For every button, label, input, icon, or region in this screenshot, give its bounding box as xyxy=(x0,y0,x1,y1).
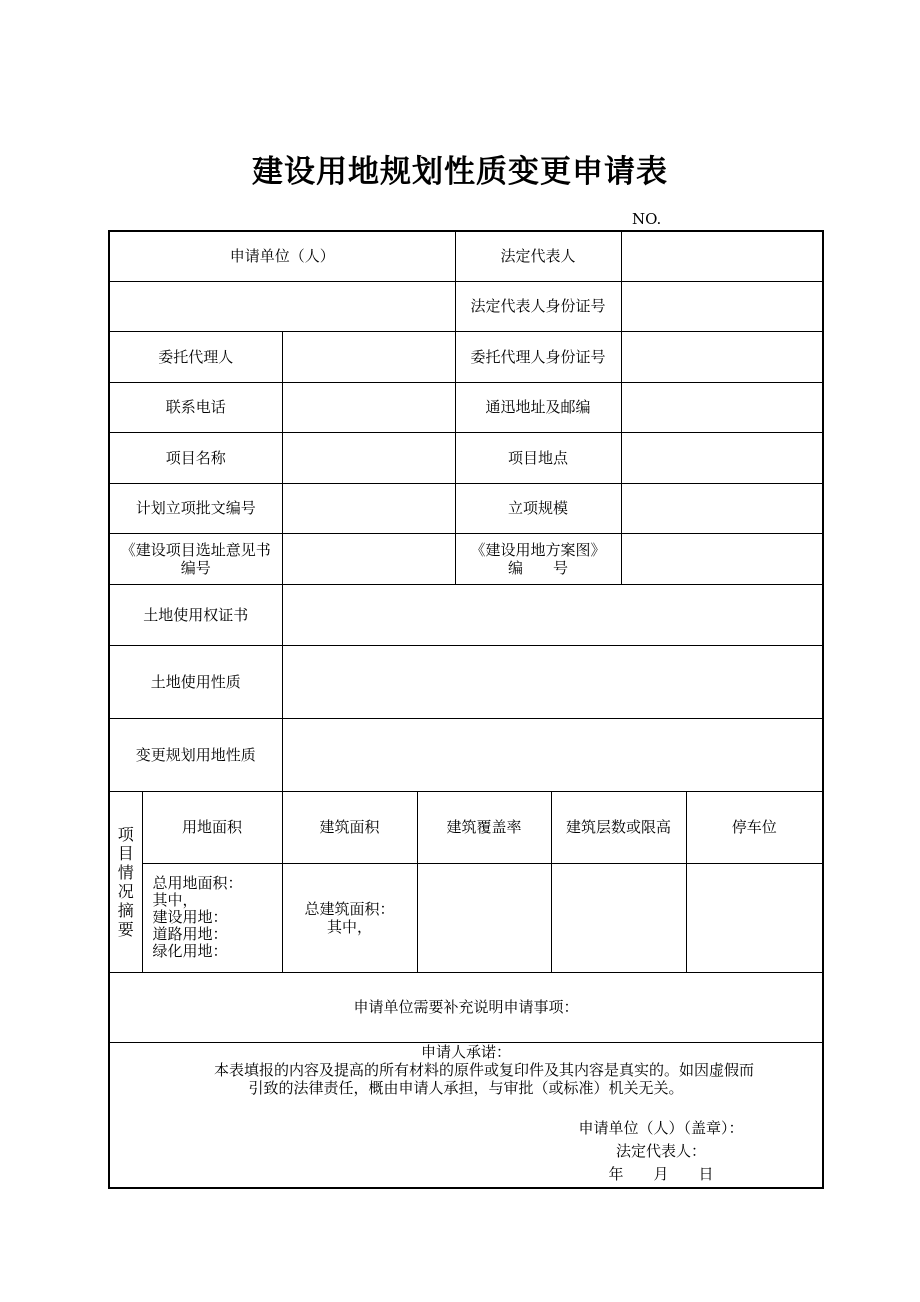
pledge-section xyxy=(109,1042,823,1188)
parking-cell[interactable] xyxy=(686,863,823,972)
green-land-line: 绿化用地： xyxy=(152,942,228,960)
address-field[interactable] xyxy=(621,382,823,432)
phone-label: 联系电话 xyxy=(109,382,282,432)
supplement-label: 申请单位需要补充说明申请事项： xyxy=(353,998,579,1016)
legal-rep-label: 法定代表人 xyxy=(455,231,621,281)
phone-field[interactable] xyxy=(282,382,455,432)
applicant-field[interactable] xyxy=(109,281,455,331)
floors-cell[interactable] xyxy=(551,863,686,972)
agent-field[interactable] xyxy=(282,331,455,382)
land-plan-label-line2: 编 号 xyxy=(508,558,569,577)
project-summary-label xyxy=(109,791,142,972)
parking-header: 停车位 xyxy=(686,791,823,863)
site-opinion-label-line2: 编号 xyxy=(180,558,211,577)
total-land-area-line: 总用地面积： xyxy=(152,874,243,892)
form-number-label: NO. xyxy=(632,210,662,228)
sign-date: 年 月 日 xyxy=(608,1165,714,1184)
pledge-body-line2: 引致的法律责任，概由申请人承担，与审批（或标准）机关无关。 xyxy=(248,1079,684,1098)
sign-unit: 申请单位（人）（盖章）： xyxy=(578,1119,744,1138)
land-area-header: 用地面积 xyxy=(142,791,282,863)
plan-doc-no-field[interactable] xyxy=(282,483,455,533)
project-site-label: 项目地点 xyxy=(455,432,621,483)
total-building-area-line: 总建筑面积： xyxy=(304,899,395,918)
building-of-which-line: 其中， xyxy=(326,917,372,936)
pledge-heading: 申请人承诺： xyxy=(421,1043,512,1062)
supplement-section[interactable] xyxy=(109,972,823,1042)
project-scale-field[interactable] xyxy=(621,483,823,533)
floors-header: 建筑层数或限高 xyxy=(551,791,686,863)
sign-legal-rep: 法定代表人： xyxy=(616,1142,707,1161)
pledge-body-line1: 本表填报的内容及提高的所有材料的原件或复印件及其内容是真实的。如因虚假而 xyxy=(214,1061,755,1080)
project-site-field[interactable] xyxy=(621,432,823,483)
application-form xyxy=(108,230,824,1189)
land-cert-field[interactable] xyxy=(282,584,823,645)
site-opinion-label-line1: 《建设项目选址意见书 xyxy=(120,540,271,559)
coverage-header: 建筑覆盖率 xyxy=(417,791,551,863)
applicant-label: 申请单位（人） xyxy=(109,231,455,281)
site-opinion-field[interactable] xyxy=(282,533,455,584)
agent-label: 委托代理人 xyxy=(109,331,282,382)
land-plan-field[interactable] xyxy=(621,533,823,584)
page-title: 建设用地规划性质变更申请表 xyxy=(252,154,668,190)
legal-rep-id-label: 法定代表人身份证号 xyxy=(455,281,621,331)
agent-id-label: 委托代理人身份证号 xyxy=(455,331,621,382)
coverage-cell[interactable] xyxy=(417,863,551,972)
land-area-cell[interactable] xyxy=(142,863,282,972)
building-area-header: 建筑面积 xyxy=(282,791,417,863)
project-name-field[interactable] xyxy=(282,432,455,483)
agent-id-field[interactable] xyxy=(621,331,823,382)
land-plan-label-line1: 《建设用地方案图》 xyxy=(470,540,606,559)
legal-rep-id-field[interactable] xyxy=(621,281,823,331)
road-land-line: 道路用地： xyxy=(152,925,228,943)
land-use-field[interactable] xyxy=(282,645,823,718)
construction-land-line: 建设用地： xyxy=(152,908,228,926)
land-cert-label: 土地使用权证书 xyxy=(109,584,282,645)
land-use-label: 土地使用性质 xyxy=(109,645,282,718)
project-scale-label: 立项规模 xyxy=(455,483,621,533)
change-use-field[interactable] xyxy=(282,718,823,791)
of-which-line: 其中， xyxy=(152,891,198,909)
change-use-label: 变更规划用地性质 xyxy=(109,718,282,791)
address-label: 通迅地址及邮编 xyxy=(455,382,621,432)
legal-rep-field[interactable] xyxy=(621,231,823,281)
plan-doc-no-label: 计划立项批文编号 xyxy=(109,483,282,533)
project-summary-vertical-text: 项目情况摘要 xyxy=(117,824,134,939)
building-area-cell[interactable] xyxy=(282,863,417,972)
project-name-label: 项目名称 xyxy=(109,432,282,483)
land-plan-label xyxy=(455,533,621,584)
site-opinion-label xyxy=(109,533,282,584)
